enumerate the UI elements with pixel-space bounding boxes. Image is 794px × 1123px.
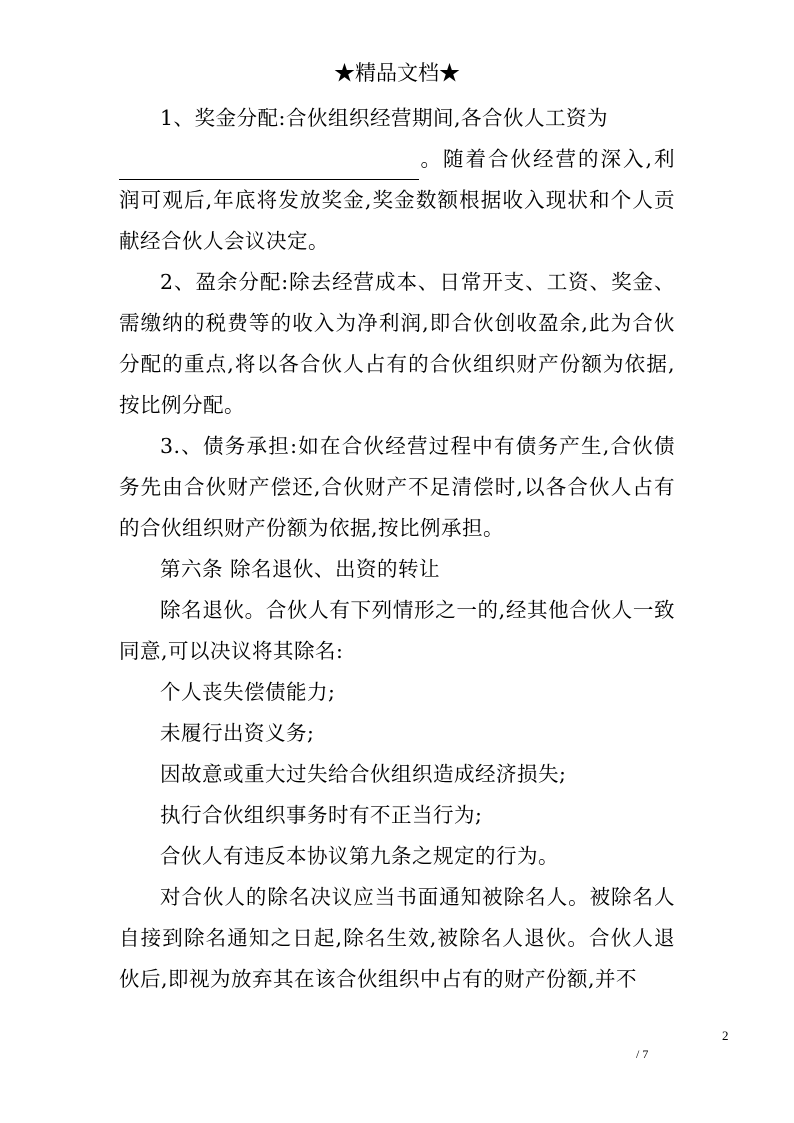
page-total: / 7 — [636, 1047, 649, 1061]
list-item: 合伙人有违反本协议第九条之规定的行为。 — [160, 844, 559, 868]
list-item: 执行合伙组织事务时有不正当行为; — [160, 803, 483, 827]
list-item: 个人丧失偿债能力; — [160, 680, 336, 704]
paragraph-surplus-distribution: 2、盈余分配:除去经营成本、日常开支、工资、奖金、需缴纳的税费等的收入为净利润,即合伙创收盈余,此为合伙分配的重点,将以各合伙人占有的合伙组织财产份额为依据,按比例分配。 — [119, 270, 675, 417]
paragraph-text: 1、奖金分配:合伙组织经营期间,各合伙人工资为 — [160, 106, 608, 130]
paragraph-bonus-distribution — [119, 98, 675, 262]
list-item: 未履行出资义务; — [160, 721, 315, 745]
list-item: 因故意或重大过失给合伙组织造成经济损失; — [160, 762, 567, 786]
paragraph-expulsion-notice: 对合伙人的除名决议应当书面通知被除名人。被除名人自接到除名通知之日起,除名生效,被除名人退伙。合伙人退伙后,即视为放弃其在该合伙组织中占有的财产份额,并不 — [119, 885, 675, 991]
paragraph-expulsion: 除名退伙。合伙人有下列情形之一的,经其他合伙人一致同意,可以决议将其除名: — [119, 598, 675, 663]
document-body — [119, 98, 675, 1000]
paragraph-text: 。随着合伙经营的深入,利润可观后,年底将发放奖金,奖金数额根据收入现状和个人贡献经合伙人会议决定。 — [119, 147, 675, 253]
paragraph-debt-bearing: 3.、债务承担:如在合伙经营过程中有债务产生,合伙债务先由合伙财产偿还,合伙财产不足清偿时,以各合伙人占有的合伙组织财产份额为依据,按比例承担。 — [119, 434, 675, 540]
article-heading: 第六条 除名退伙、出资的转让 — [160, 557, 441, 581]
page-number: 2 — [722, 1028, 729, 1043]
fill-in-blank-line — [119, 153, 419, 180]
document-header-title: ★精品文档★ — [334, 61, 460, 85]
